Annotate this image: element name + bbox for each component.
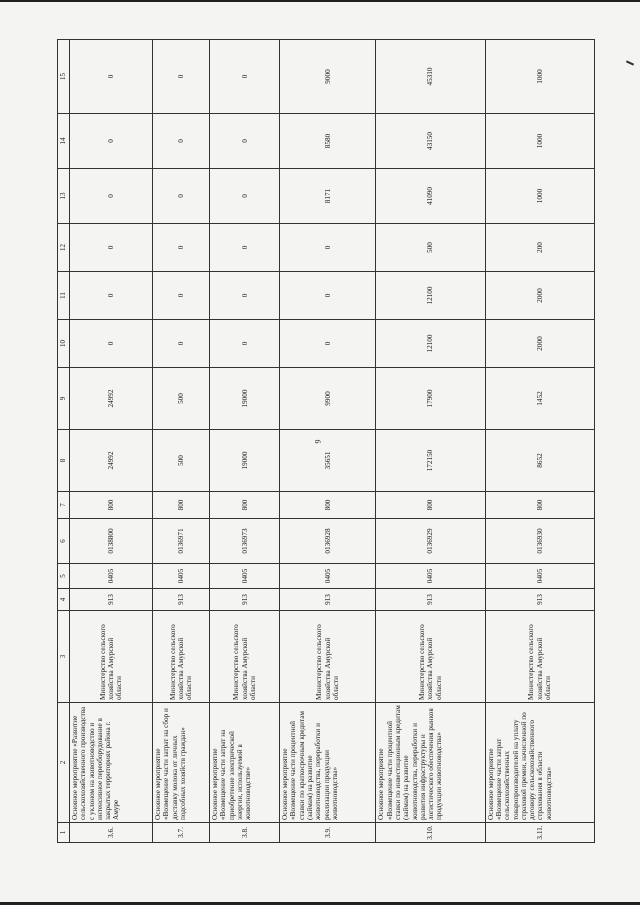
value-cell-5: 0405 — [70, 564, 153, 589]
column-header-9: 9 — [58, 368, 70, 430]
value-cell-13: 41090 — [376, 169, 485, 224]
value-cell-9: 9900 — [280, 368, 376, 430]
value-cell-15: 45310 — [376, 40, 485, 114]
value-cell-13: 8171 — [280, 169, 376, 224]
column-header-3: 3 — [58, 611, 70, 703]
value-cell-6: 0136930 — [485, 519, 594, 564]
value-cell-7: 800 — [70, 492, 153, 519]
value-cell-7: 800 — [210, 492, 280, 519]
column-header-7: 7 — [58, 492, 70, 519]
value-cell-4: 913 — [280, 589, 376, 611]
value-cell-14: 1000 — [485, 114, 594, 169]
value-cell-5: 0405 — [485, 564, 594, 589]
row-number-cell: 3.10. — [376, 823, 485, 843]
table-row — [210, 40, 280, 843]
value-cell-4: 913 — [70, 589, 153, 611]
value-cell-12: 0 — [210, 224, 280, 272]
activity-name-cell: Основное мероприятие «Развитие сельскохозяйственного производства с уклоном на животноводство и интенсивное переоборудование в закрытых территориях района г. Амуре — [70, 703, 153, 823]
value-cell-10: 12100 — [376, 320, 485, 368]
value-cell-5: 0405 — [376, 564, 485, 589]
value-cell-10: 0 — [70, 320, 153, 368]
scan-top-edge — [0, 0, 640, 2]
value-cell-7: 800 — [153, 492, 210, 519]
table-row — [376, 40, 485, 843]
value-cell-9: 500 — [153, 368, 210, 430]
value-cell-10: 0 — [280, 320, 376, 368]
executor-cell: Министерство сельского хозяйства Амурской области — [485, 611, 594, 703]
value-cell-7: 800 — [485, 492, 594, 519]
value-cell-8: 500 — [153, 430, 210, 492]
value-cell-5: 0405 — [280, 564, 376, 589]
executor-cell: Министерство сельского хозяйства Амурской области — [376, 611, 485, 703]
value-cell-13: 0 — [70, 169, 153, 224]
row-number-cell: 3.11. — [485, 823, 594, 843]
value-cell-8: 8652 — [485, 430, 594, 492]
value-cell-6: 0136971 — [153, 519, 210, 564]
column-header-13: 13 — [58, 169, 70, 224]
activity-name-cell: Основное мероприятие «Возмещение части затрат сельскохозяйственных товаропроизводителей на уплату страховой премии, начисленной по договору сельскохозяйственного страхования в области животноводства» — [485, 703, 594, 823]
value-cell-10: 2000 — [485, 320, 594, 368]
value-cell-10: 0 — [210, 320, 280, 368]
value-cell-15: 0 — [210, 40, 280, 114]
column-header-8: 8 — [58, 430, 70, 492]
rotated-table-container — [57, 60, 595, 843]
value-cell-6: 0136928 — [280, 519, 376, 564]
executor-cell: Министерство сельского хозяйства Амурской области — [280, 611, 376, 703]
value-cell-6: 0136973 — [210, 519, 280, 564]
column-header-5: 5 — [58, 564, 70, 589]
activity-name-cell: Основное мероприятие «Возмещение части процентной ставки по инвестиционным кредитам (займам) на развитие животноводства, переработки и развития инфраструктуры и логистического обеспечения рынков продукции животноводства» — [376, 703, 485, 823]
row-number-cell: 3.7. — [153, 823, 210, 843]
column-header-6: 6 — [58, 519, 70, 564]
value-cell-14: 8580 — [280, 114, 376, 169]
table-row — [280, 40, 376, 843]
value-cell-11: 2000 — [485, 272, 594, 320]
value-cell-5: 0405 — [153, 564, 210, 589]
value-cell-13: 0 — [210, 169, 280, 224]
scan-mark — [626, 60, 634, 65]
value-cell-7: 800 — [280, 492, 376, 519]
value-cell-8: 35651 — [280, 430, 376, 492]
table-row — [153, 40, 210, 843]
value-cell-4: 913 — [153, 589, 210, 611]
value-cell-11: 0 — [153, 272, 210, 320]
value-cell-10: 0 — [153, 320, 210, 368]
column-header-12: 12 — [58, 224, 70, 272]
value-cell-12: 0 — [153, 224, 210, 272]
value-cell-13: 0 — [153, 169, 210, 224]
program-activities-table — [57, 39, 595, 843]
value-cell-9: 17900 — [376, 368, 485, 430]
value-cell-5: 0405 — [210, 564, 280, 589]
column-number-row — [58, 40, 70, 843]
column-header-11: 11 — [58, 272, 70, 320]
value-cell-14: 0 — [70, 114, 153, 169]
table-row — [70, 40, 153, 843]
table-row — [485, 40, 594, 843]
value-cell-12: 0 — [280, 224, 376, 272]
executor-cell: Министерство сельского хозяйства Амурской области — [210, 611, 280, 703]
activity-name-cell: Основное мероприятие «Возмещение части затрат на приобретение электрической энергии, используемой в животноводстве» — [210, 703, 280, 823]
value-cell-15: 1000 — [485, 40, 594, 114]
value-cell-8: 24992 — [70, 430, 153, 492]
value-cell-9: 24992 — [70, 368, 153, 430]
value-cell-6: 0138800 — [70, 519, 153, 564]
value-cell-12: 0 — [70, 224, 153, 272]
value-cell-14: 0 — [210, 114, 280, 169]
activity-name-cell: Основное мероприятие «Возмещение части затрат на сбор и доставку молока от личных подсобных хозяйств граждан» — [153, 703, 210, 823]
column-header-4: 4 — [58, 589, 70, 611]
value-cell-15: 0 — [153, 40, 210, 114]
value-cell-11: 0 — [280, 272, 376, 320]
value-cell-8: 172150 — [376, 430, 485, 492]
column-header-10: 10 — [58, 320, 70, 368]
value-cell-15: 9000 — [280, 40, 376, 114]
value-cell-12: 200 — [485, 224, 594, 272]
value-cell-12: 500 — [376, 224, 485, 272]
value-cell-15: 0 — [70, 40, 153, 114]
value-cell-8: 19000 — [210, 430, 280, 492]
value-cell-6: 0136929 — [376, 519, 485, 564]
value-cell-4: 913 — [376, 589, 485, 611]
row-number-cell: 3.6. — [70, 823, 153, 843]
column-header-14: 14 — [58, 114, 70, 169]
column-header-1: 1 — [58, 823, 70, 843]
column-header-2: 2 — [58, 703, 70, 823]
activity-name-cell: Основное мероприятие «Возмещение части процентной ставки по краткосрочным кредитам (займам) на развитие животноводства, переработки и реализации продукции животноводства» — [280, 703, 376, 823]
value-cell-13: 1000 — [485, 169, 594, 224]
value-cell-11: 0 — [210, 272, 280, 320]
column-header-15: 15 — [58, 40, 70, 114]
executor-cell: Министерство сельского хозяйства Амурской области — [153, 611, 210, 703]
row-number-cell: 3.8. — [210, 823, 280, 843]
value-cell-4: 913 — [485, 589, 594, 611]
value-cell-4: 913 — [210, 589, 280, 611]
page-number: 9 — [313, 439, 323, 444]
value-cell-9: 1452 — [485, 368, 594, 430]
value-cell-11: 12100 — [376, 272, 485, 320]
value-cell-9: 19000 — [210, 368, 280, 430]
value-cell-11: 0 — [70, 272, 153, 320]
executor-cell: Министерство сельского хозяйства Амурской области — [70, 611, 153, 703]
value-cell-14: 0 — [153, 114, 210, 169]
value-cell-14: 43150 — [376, 114, 485, 169]
value-cell-7: 800 — [376, 492, 485, 519]
row-number-cell: 3.9. — [280, 823, 376, 843]
